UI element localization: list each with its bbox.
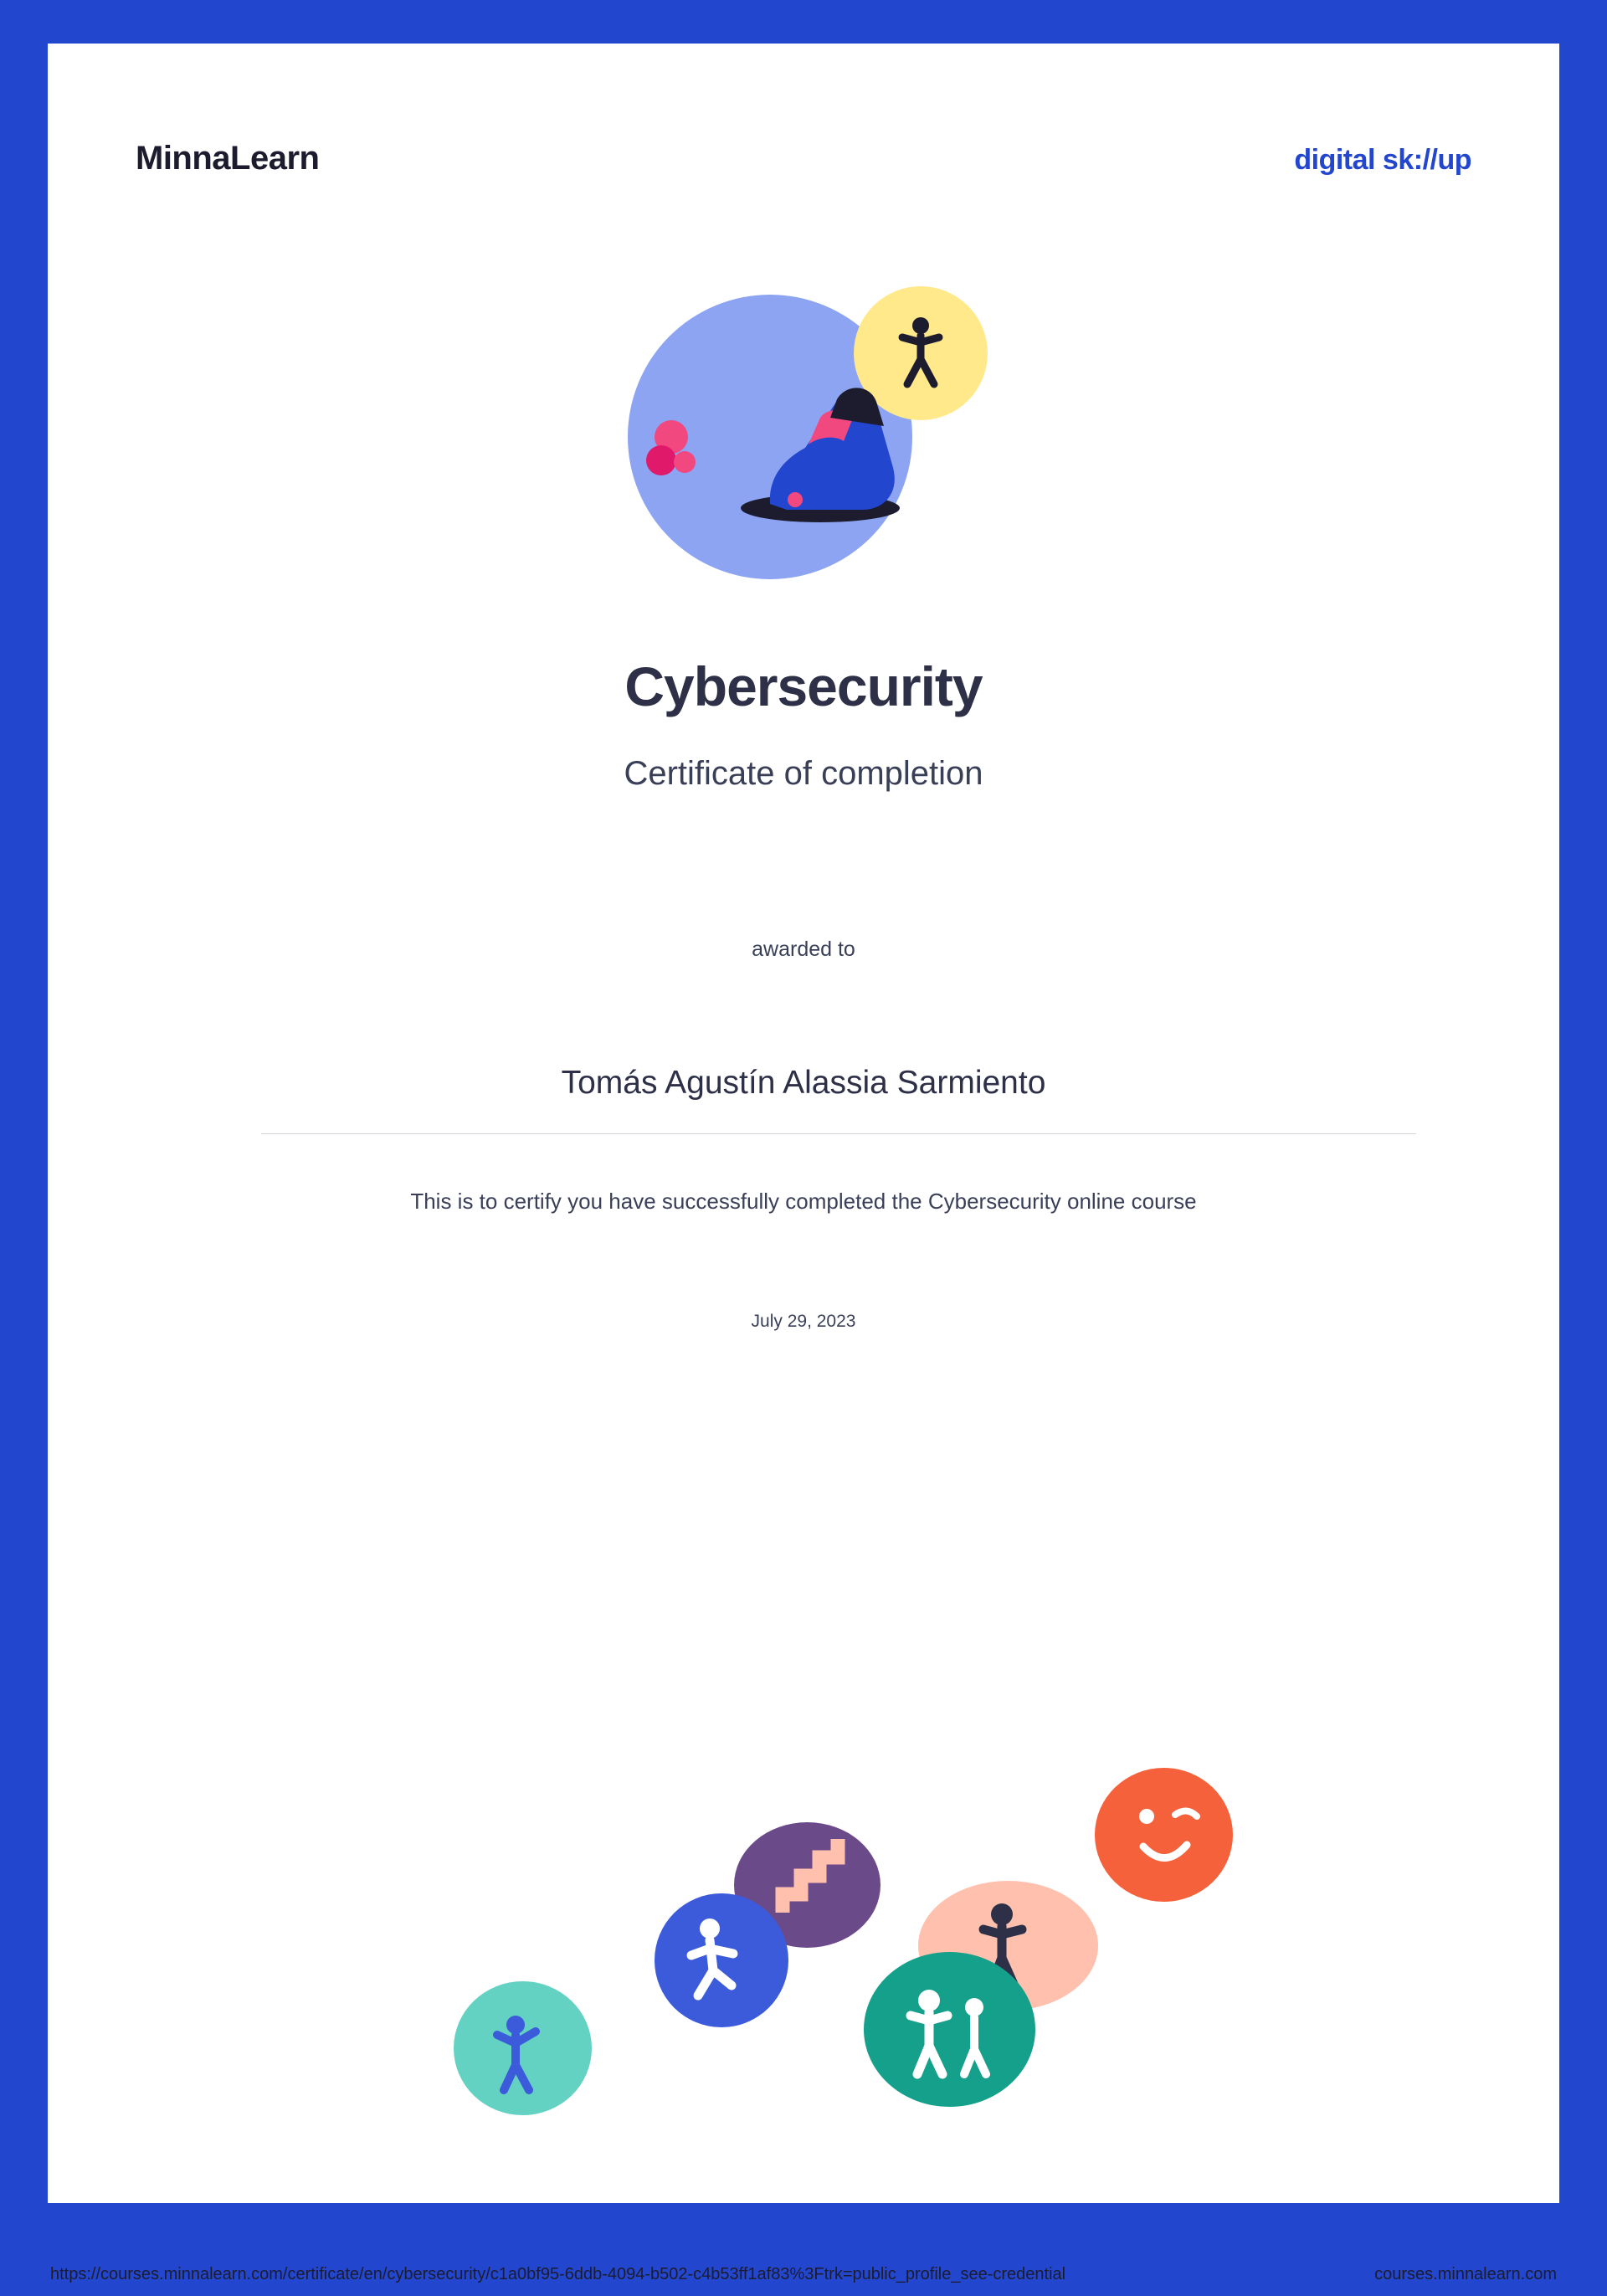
brand-name: MinnaLearn xyxy=(136,140,320,177)
hero-illustration xyxy=(611,278,996,596)
certificate-subtitle: Certificate of completion xyxy=(624,755,983,792)
celebrating-person-icon xyxy=(454,1981,592,2115)
page-title: Cybersecurity xyxy=(624,655,983,717)
people-icon xyxy=(864,1952,1035,2107)
pink-blob-icon xyxy=(636,412,716,491)
decorative-blobs xyxy=(48,1734,1559,2203)
winking-face-icon xyxy=(1095,1768,1233,1902)
blue-running-person-blob xyxy=(655,1893,788,2027)
mint-person-blob xyxy=(454,1981,592,2115)
shoe-icon xyxy=(737,357,916,533)
certificate-sheet xyxy=(48,44,1559,2203)
digital-skillup-logo: digital sk://up xyxy=(1294,144,1471,176)
teal-people-blob xyxy=(864,1952,1035,2107)
awarded-to-label: awarded to xyxy=(752,937,855,961)
issue-date: July 29, 2023 xyxy=(751,1312,856,1331)
minnalearn-logo xyxy=(136,140,319,177)
site-domain: courses.minnalearn.com xyxy=(1374,2265,1557,2283)
orange-winking-face-blob xyxy=(1095,1768,1233,1902)
footer-url-bar xyxy=(0,2251,1607,2284)
recipient-name: Tomás Agustín Alassia Sarmiento xyxy=(561,1065,1046,1101)
divider xyxy=(261,1133,1416,1134)
certificate-statement: This is to certify you have successfully completed the Cybersecurity online course xyxy=(410,1189,1197,1214)
certificate-url: https://courses.minnalearn.com/certificate/en/cybersecurity/c1a0bf95-6ddb-4094-b502-c4b53ff1af83%3Ftrk=public_profile_see-credential xyxy=(50,2265,1066,2283)
running-person-icon xyxy=(655,1893,788,2027)
